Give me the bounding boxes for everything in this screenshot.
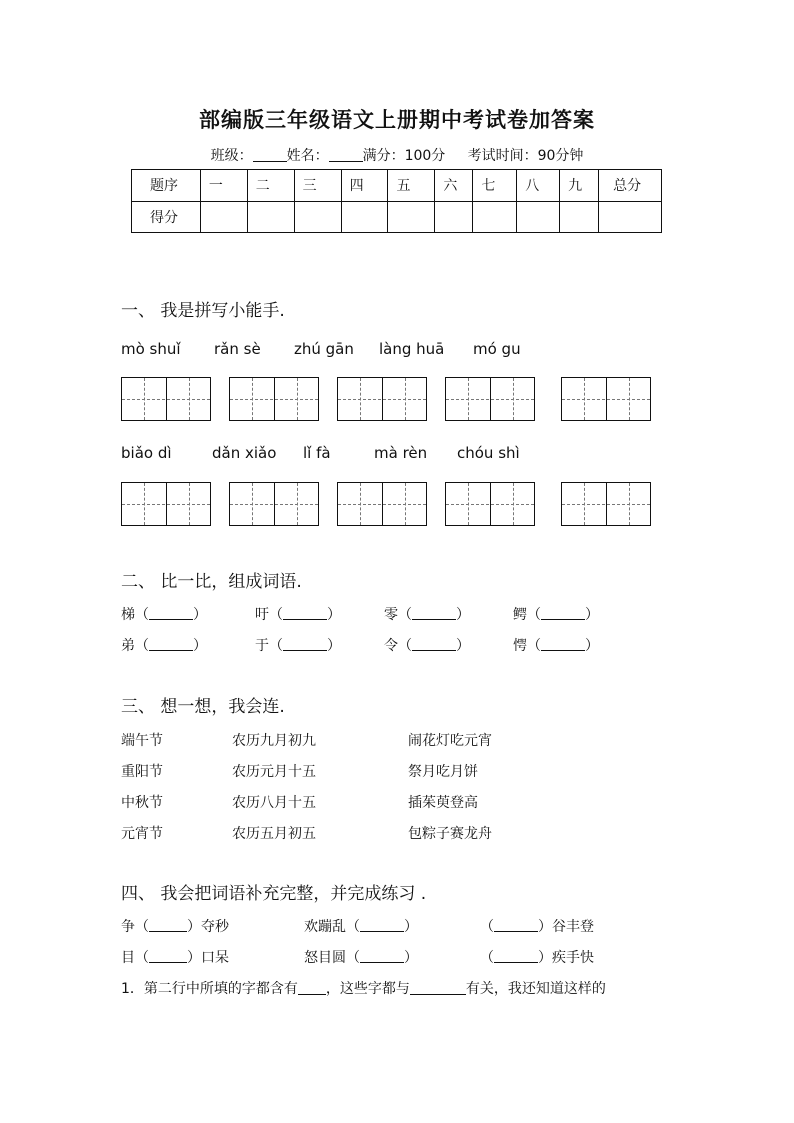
festival-date[interactable]: 农历八月十五 [232, 795, 316, 811]
pinyin: biǎo dì [121, 444, 172, 462]
score-cell[interactable] [599, 201, 662, 233]
score-cell[interactable] [517, 201, 560, 233]
pinyin: chóu shì [457, 444, 520, 462]
idiom-item: （ ）谷丰登 [480, 919, 594, 935]
idiom-item: 欢蹦乱（ ） [304, 919, 418, 935]
score-cell[interactable] [435, 201, 473, 233]
header-cell: 六 [435, 170, 473, 202]
tianzige-box[interactable] [445, 377, 535, 421]
score-cell[interactable] [294, 201, 341, 233]
tianzige-box[interactable] [337, 482, 427, 526]
score-cell[interactable] [200, 201, 247, 233]
score-cell[interactable] [388, 201, 435, 233]
compare-item: 愕（ ） [513, 638, 599, 654]
score-label: 满分：100分 [362, 148, 446, 164]
tianzige-box[interactable] [229, 482, 319, 526]
score-cell[interactable] [341, 201, 388, 233]
tianzige-box[interactable] [121, 482, 211, 526]
score-cell[interactable] [473, 201, 517, 233]
idiom-item: （ ）疾手快 [480, 950, 594, 966]
festival-name[interactable]: 端午节 [121, 733, 163, 749]
pinyin: zhú gān [294, 340, 354, 358]
compare-item: 于（ ） [255, 638, 341, 654]
class-blank[interactable] [253, 147, 287, 162]
header-cell: 题序 [132, 170, 201, 202]
compare-item: 弟（ ） [121, 638, 207, 654]
idiom-item: 争（ ）夺秒 [121, 919, 229, 935]
page-title: 部编版三年级语文上册期中考试卷加答案 [199, 108, 595, 132]
class-label: 班级： [210, 148, 253, 164]
header-cell: 五 [388, 170, 435, 202]
header-cell: 二 [247, 170, 294, 202]
festival-custom[interactable]: 祭月吃月饼 [408, 764, 478, 780]
festival-custom[interactable]: 插茱萸登高 [408, 795, 478, 811]
idiom-item: 目（ ）口呆 [121, 950, 229, 966]
compare-item: 梯（ ） [121, 607, 207, 623]
festival-custom[interactable]: 闹花灯吃元宵 [408, 733, 492, 749]
tianzige-box[interactable] [561, 482, 651, 526]
tianzige-box[interactable] [121, 377, 211, 421]
score-table [131, 169, 662, 233]
section3-title: 三、 想一想，我会连. [121, 697, 285, 717]
tianzige-box[interactable] [337, 377, 427, 421]
pinyin: rǎn sè [214, 340, 261, 358]
score-cell[interactable] [560, 201, 599, 233]
exam-info [0, 145, 794, 165]
score-value-row [132, 201, 662, 233]
header-cell: 一 [200, 170, 247, 202]
pinyin: dǎn xiǎo [212, 444, 277, 462]
pinyin: mó gu [473, 340, 521, 358]
tianzige-box[interactable] [445, 482, 535, 526]
tianzige-box[interactable] [561, 377, 651, 421]
compare-item: 鳄（ ） [513, 607, 599, 623]
festival-date[interactable]: 农历五月初五 [232, 826, 316, 842]
pinyin: lǐ fà [303, 444, 331, 462]
header-cell: 四 [341, 170, 388, 202]
name-blank[interactable] [329, 147, 363, 162]
score-cell[interactable] [247, 201, 294, 233]
header-cell: 八 [517, 170, 560, 202]
answer-blank[interactable] [410, 980, 466, 995]
festival-name[interactable]: 重阳节 [121, 764, 163, 780]
festival-name[interactable]: 中秋节 [121, 795, 163, 811]
header-cell: 七 [473, 170, 517, 202]
compare-item: 零（ ） [384, 607, 470, 623]
compare-item: 令（ ） [384, 638, 470, 654]
section1-title: 一、 我是拼写小能手. [121, 301, 285, 321]
tianzige-box[interactable] [229, 377, 319, 421]
festival-custom[interactable]: 包粽子赛龙舟 [408, 826, 492, 842]
header-cell: 九 [560, 170, 599, 202]
name-label: 姓名： [286, 148, 329, 164]
answer-blank[interactable] [298, 980, 326, 995]
header-cell: 总分 [599, 170, 662, 202]
festival-date[interactable]: 农历元月十五 [232, 764, 316, 780]
idiom-item: 怒目圆（ ） [304, 950, 418, 966]
header-cell: 三 [294, 170, 341, 202]
question-1: 1．第二行中所填的字都含有 ，这些字都与 有关，我还知道这样的 [121, 981, 606, 997]
festival-date[interactable]: 农历九月初九 [232, 733, 316, 749]
section2-title: 二、 比一比，组成词语. [121, 572, 302, 592]
pinyin: làng huā [379, 340, 445, 358]
festival-name[interactable]: 元宵节 [121, 826, 163, 842]
pinyin: mò shuǐ [121, 340, 181, 358]
row-label: 得分 [132, 201, 201, 233]
pinyin: mà rèn [374, 444, 428, 462]
compare-item: 吁（ ） [255, 607, 341, 623]
score-header-row [132, 170, 662, 202]
section4-title: 四、 我会把词语补充完整，并完成练习 . [121, 884, 427, 904]
time-label: 考试时间：90分钟 [467, 148, 584, 164]
